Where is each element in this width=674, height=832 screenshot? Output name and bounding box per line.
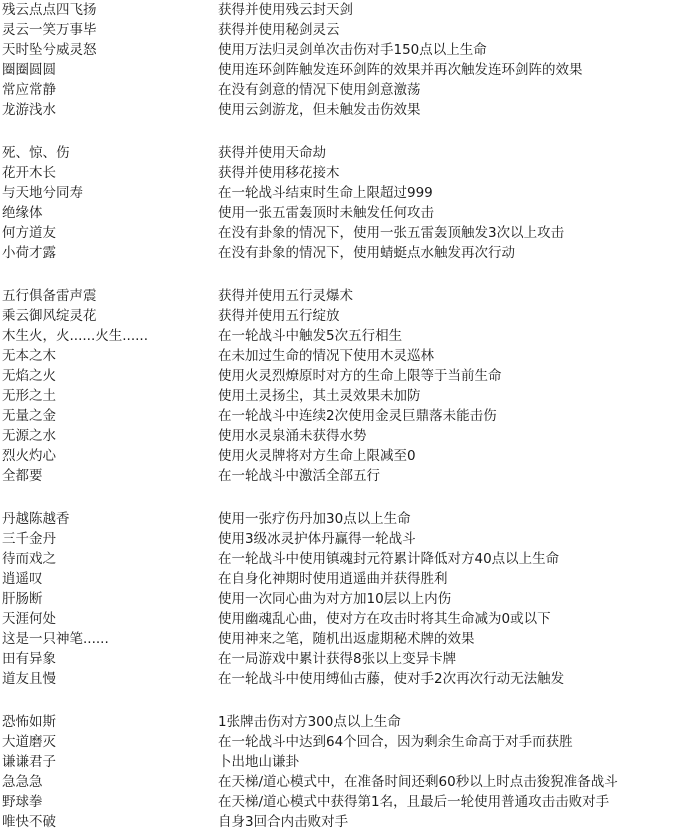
- achievement-name: 龙游浅水: [2, 102, 56, 118]
- achievement-row: [0, 569, 674, 589]
- achievement-name: 死、惊、伤: [2, 145, 70, 161]
- achievement-name: 无形之土: [2, 388, 56, 404]
- achievement-condition: 使用神来之笔，随机出返虚期秘术牌的效果: [218, 631, 475, 647]
- achievement-name: 圈圈圆圆: [2, 62, 56, 78]
- achievement-row: [0, 812, 674, 832]
- achievement-row: [0, 589, 674, 609]
- achievement-condition: 在一轮战斗中使用镇魂封元符累计降低对方40点以上生命: [218, 551, 560, 567]
- achievement-condition: 使用一次同心曲为对方加10层以上内伤: [218, 591, 452, 607]
- achievement-name: 小荷才露: [2, 245, 56, 261]
- achievement-name: 肝肠断: [2, 591, 43, 607]
- achievement-name: 花开木长: [2, 165, 56, 181]
- achievement-name: 天涯何处: [2, 611, 56, 627]
- achievement-condition: 在天梯/道心模式中获得第1名，且最后一轮使用普通攻击击败对手: [218, 794, 610, 810]
- achievement-name: 无焰之火: [2, 368, 56, 384]
- achievement-row: [0, 509, 674, 529]
- achievement-name: 灵云一笑万事毕: [2, 22, 97, 38]
- achievement-condition: 获得并使用移花接木: [218, 165, 340, 181]
- achievement-row: [0, 466, 674, 486]
- achievement-condition: 获得并使用秘剑灵云: [218, 22, 340, 38]
- achievement-condition: 在没有卦象的情况下，使用蜻蜓点水触发再次行动: [218, 245, 515, 261]
- achievement-condition: 使用一张疗伤丹加30点以上生命: [218, 511, 411, 527]
- achievement-condition: 1张牌击伤对方300点以上生命: [218, 714, 401, 730]
- achievement-condition: 在自身化神期时使用逍遥曲并获得胜利: [218, 571, 448, 587]
- achievement-row: [0, 143, 674, 163]
- achievement-row: [0, 286, 674, 306]
- achievement-name: 天时坠兮威灵怒: [2, 42, 97, 58]
- achievement-condition: 获得并使用天命劫: [218, 145, 326, 161]
- achievement-condition: 在天梯/道心模式中，在准备时间还剩60秒以上时点击狻猊准备战斗: [218, 774, 618, 790]
- achievement-name: 何方道友: [2, 225, 56, 241]
- achievement-name: 与天地兮同寿: [2, 185, 83, 201]
- achievement-condition: 在未加过生命的情况下使用木灵巡林: [218, 348, 434, 364]
- achievement-condition: 使用火灵烈燎原时对方的生命上限等于当前生命: [218, 368, 502, 384]
- achievement-name: 谦谦君子: [2, 754, 56, 770]
- achievement-row: [0, 712, 674, 732]
- achievement-row: [0, 40, 674, 60]
- achievement-row: [0, 386, 674, 406]
- achievement-name: 烈火灼心: [2, 448, 56, 464]
- achievement-name: 乘云御风绽灵花: [2, 308, 97, 324]
- achievement-name: 这是一只神笔......: [2, 631, 109, 647]
- achievement-name: 逍遥叹: [2, 571, 43, 587]
- achievement-condition: 在没有剑意的情况下使用剑意激荡: [218, 82, 421, 98]
- achievement-name: 无源之水: [2, 428, 56, 444]
- achievement-row: [0, 203, 674, 223]
- achievement-row: [0, 772, 674, 792]
- achievement-name: 无本之木: [2, 348, 56, 364]
- achievement-row: [0, 529, 674, 549]
- achievement-condition: 在没有卦象的情况下，使用一张五雷轰顶触发3次以上攻击: [218, 225, 565, 241]
- achievement-name: 绝缘体: [2, 205, 43, 221]
- achievement-condition: 在一轮战斗中触发5次五行相生: [218, 328, 403, 344]
- achievement-condition: 在一轮战斗中达到64个回合，因为剩余生命高于对手而获胜: [218, 734, 573, 750]
- achievement-name: 大道磨灭: [2, 734, 56, 750]
- achievement-row: [0, 100, 674, 120]
- achievement-condition: 使用连环剑阵触发连环剑阵的效果并再次触发连环剑阵的效果: [218, 62, 583, 78]
- achievement-row: [0, 0, 674, 20]
- achievement-name: 急急急: [2, 774, 43, 790]
- achievement-condition: 在一局游戏中累计获得8张以上变异卡牌: [218, 651, 457, 667]
- achievement-name: 唯快不破: [2, 814, 56, 830]
- achievement-group: [0, 712, 674, 832]
- achievement-condition: 使用云剑游龙，但未触发击伤效果: [218, 102, 421, 118]
- achievement-condition: 获得并使用五行灵爆术: [218, 288, 353, 304]
- achievement-name: 恐怖如斯: [2, 714, 56, 730]
- achievement-name: 丹越陈越香: [2, 511, 70, 527]
- achievement-condition: 卜出地山谦卦: [218, 754, 299, 770]
- achievement-name: 全都要: [2, 468, 43, 484]
- achievement-condition: 使用水灵泉涌未获得水势: [218, 428, 367, 444]
- achievement-condition: 获得并使用五行绽放: [218, 308, 340, 324]
- achievement-group: [0, 509, 674, 689]
- achievement-condition: 使用万法归灵剑单次击伤对手150点以上生命: [218, 42, 487, 58]
- achievement-row: [0, 80, 674, 100]
- achievement-row: [0, 326, 674, 346]
- achievement-condition: 使用火灵牌将对方生命上限减至0: [218, 448, 416, 464]
- achievement-row: [0, 163, 674, 183]
- achievement-name: 五行俱备雷声震: [2, 288, 97, 304]
- achievement-name: 三千金丹: [2, 531, 56, 547]
- achievement-row: [0, 549, 674, 569]
- achievement-condition: 在一轮战斗结束时生命上限超过999: [218, 185, 433, 201]
- achievement-row: [0, 183, 674, 203]
- achievement-name: 无量之金: [2, 408, 56, 424]
- achievement-row: [0, 20, 674, 40]
- achievement-row: [0, 752, 674, 772]
- achievement-name: 待而戏之: [2, 551, 56, 567]
- achievement-row: [0, 669, 674, 689]
- achievement-row: [0, 306, 674, 326]
- achievement-condition: 在一轮战斗中激活全部五行: [218, 468, 380, 484]
- achievement-condition: 使用土灵扬尘，其土灵效果未加防: [218, 388, 421, 404]
- achievement-row: [0, 649, 674, 669]
- achievement-condition: 自身3回合内击败对手: [218, 814, 349, 830]
- achievement-row: [0, 366, 674, 386]
- achievement-row: [0, 629, 674, 649]
- achievement-condition: 使用3级冰灵护体丹赢得一轮战斗: [218, 531, 416, 547]
- achievement-row: [0, 732, 674, 752]
- achievement-row: [0, 406, 674, 426]
- achievement-name: 道友且慢: [2, 671, 56, 687]
- achievement-condition: 在一轮战斗中使用缚仙古藤，使对手2次再次行动无法触发: [218, 671, 565, 687]
- achievement-condition: 使用一张五雷轰顶时未触发任何攻击: [218, 205, 434, 221]
- achievement-group: [0, 143, 674, 263]
- achievement-group: [0, 286, 674, 486]
- achievement-row: [0, 446, 674, 466]
- achievement-condition: 使用幽魂乱心曲，使对方在攻击时将其生命减为0或以下: [218, 611, 551, 627]
- achievement-row: [0, 792, 674, 812]
- achievement-group: [0, 0, 674, 120]
- achievement-row: [0, 609, 674, 629]
- achievement-name: 常应常静: [2, 82, 56, 98]
- achievement-row: [0, 346, 674, 366]
- achievement-condition: 在一轮战斗中连续2次使用金灵巨鼎落未能击伤: [218, 408, 497, 424]
- achievement-row: [0, 426, 674, 446]
- achievement-condition: 获得并使用残云封天剑: [218, 2, 353, 18]
- achievement-name: 木生火，火......火生......: [2, 328, 148, 344]
- achievement-row: [0, 243, 674, 263]
- achievement-name: 残云点点四飞扬: [2, 2, 97, 18]
- achievement-row: [0, 223, 674, 243]
- achievement-row: [0, 60, 674, 80]
- achievement-name: 野球拳: [2, 794, 43, 810]
- achievement-name: 田有异象: [2, 651, 56, 667]
